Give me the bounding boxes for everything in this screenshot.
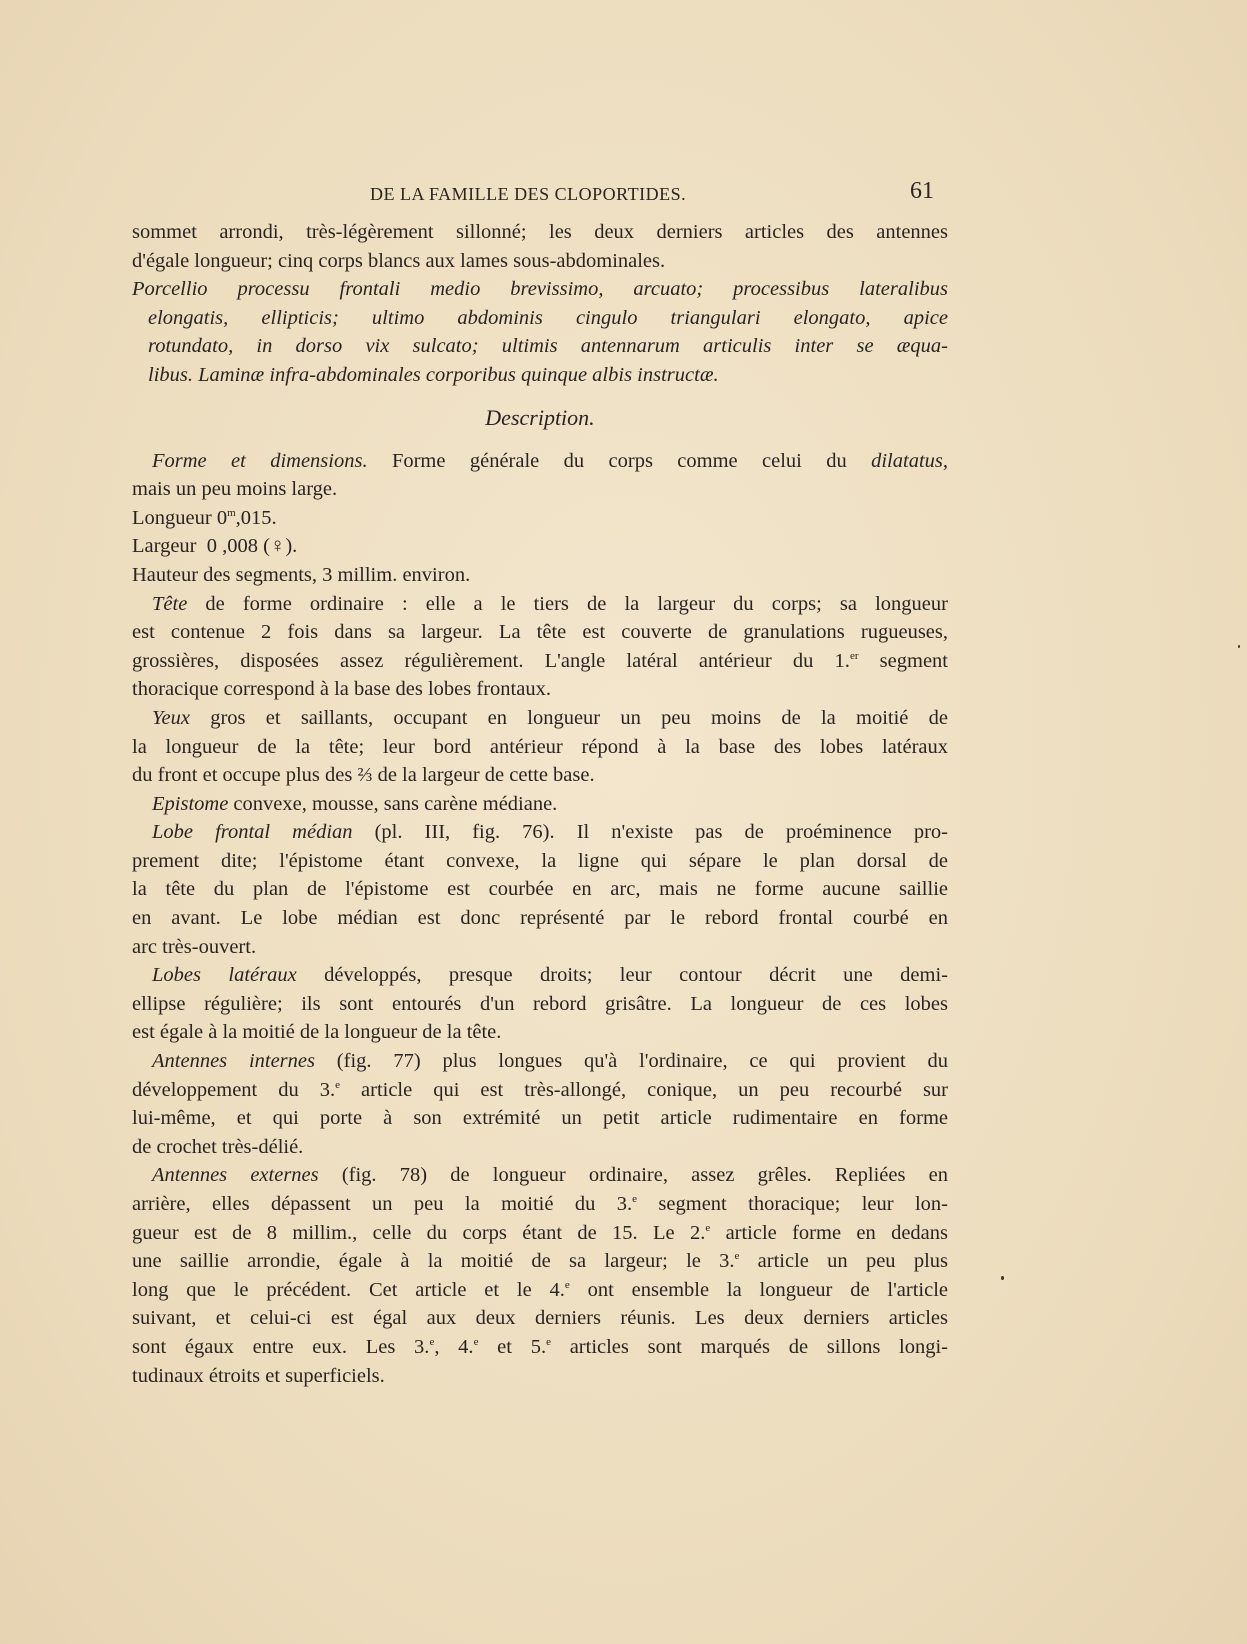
text-line: suivant, et celui-ci est égal aux deux derniers réunis. Les deux derniers articles [132,1307,948,1330]
paragraph-forme [132,447,948,476]
text-line: arc très-ouvert. [132,935,257,958]
superscript: e [335,1078,341,1091]
text-line [132,1219,948,1248]
text-line [132,1190,948,1219]
paragraph-yeux [132,704,948,733]
text-span: Forme générale du corps comme celui du [367,449,872,472]
superscript: e [705,1221,711,1234]
print-speck [1238,645,1240,648]
text-span: , [942,449,948,472]
superscript: e [546,1335,551,1348]
text-line [132,1276,948,1305]
text-span: gros et saillants, occupant en longueur un peu moins de la moitié de [189,706,948,729]
superscript: e [632,1193,638,1205]
superscript: e [734,1250,740,1263]
text-span: ,015. [235,506,277,529]
text-line: la tête du plan de l'épistome est courbée en arc, mais ne forme aucune saillie [132,878,948,901]
paragraph-label: Epistome [152,792,229,815]
text-span: grossières, disposées assez régulièrement. L'angle latéral antérieur du 1. [132,649,850,672]
text-span: article forme en dedans [710,1221,948,1244]
paragraph-antennes-internes [132,1047,948,1076]
superscript: er [849,649,859,662]
text-span: , 4. [434,1335,474,1358]
paragraph-tete [132,590,948,619]
text-line [132,1247,948,1276]
text-span: arrière, elles dépassent un peu la moitié du 3. [132,1193,633,1215]
paragraph-label: Lobes latéraux [152,964,297,987]
text-span: Longueur 0 [132,506,228,529]
paragraph-label: Forme et dimensions. [152,449,368,472]
text-span: développement du 3. [132,1078,336,1101]
paragraph-label: Tête [152,592,188,615]
text-line: rotundato, in dorso vix sulcato; ultimis antennarum articulis inter se æqua- [148,335,948,358]
text-span: article qui est très-allongé, conique, un peu recourbé sur [340,1078,948,1101]
text-line: Porcellio processu frontali medio brevissimo, arcuato; processibus lateralibus [132,278,948,301]
text-span: long que le précédent. Cet article et le 4. [132,1278,565,1301]
running-head: DE LA FAMILLE DES CLOPORTIDES. [370,184,687,204]
text-span: gueur est de 8 millim., celle du corps étant de 15. Le 2. [132,1221,706,1244]
page-number: 61 [910,178,934,204]
text-span: (fig. 78) de longueur ordinaire, assez grêles. Repliées en [318,1164,948,1187]
text-line: mais un peu moins large. [132,478,338,501]
text-line [132,647,948,676]
text-span: (fig. 77) plus longues qu'à l'ordinaire, ce qui provient du [315,1050,948,1073]
text-span: développés, presque droits; leur contour décrit une demi- [296,964,949,987]
text-span: segment [858,649,948,672]
text-line [132,761,948,790]
text-span: segment thoracique; leur lon- [637,1193,949,1215]
text-span: ont ensemble la longueur de l'article [569,1278,948,1301]
text-span: de la largeur de cette base. [372,764,595,787]
text-line: Hauteur des segments, 3 millim. environ. [132,563,471,586]
text-span: du front et occupe plus des [132,764,358,787]
fraction: ⅔ [357,764,373,787]
description-block [132,390,948,447]
text-span: convexe, mousse, sans carène médiane. [228,792,558,815]
text-line: ellipse régulière; ils sont entourés d'un rebord grisâtre. La longueur de ces lobes [132,992,948,1015]
text-span: article un peu plus [739,1250,948,1273]
paragraph-antennes-externes [132,1161,948,1190]
italic-term: dilatatus [871,449,943,472]
superscript: e [429,1335,435,1348]
text-line: est égale à la moitié de la longueur de la tête. [132,1021,502,1044]
text-line: d'égale longueur; cinq corps blancs aux lames sous-abdominales. [132,249,666,272]
text-line: thoracique correspond à la base des lobes frontaux. [132,678,551,701]
page-body [132,218,948,1390]
superscript: m [227,506,236,519]
text-line: sommet arrondi, très-légèrement sillonné; les deux derniers articles des antennes [132,221,948,243]
paragraph-lobe-frontal [132,818,948,847]
text-span: de forme ordinaire : elle a le tiers de la largeur du corps; sa longueur [187,592,948,615]
text-span: articles sont marqués de sillons longi- [550,1335,949,1358]
text-line: la longueur de la tête; leur bord antérieur répond à la base des lobes latéraux [132,735,948,758]
text-line: elongatis, ellipticis; ultimo abdominis cingulo triangulari elongato, apice [148,306,948,329]
text-line: tudinaux étroits et superficiels. [132,1364,385,1387]
text-line [132,504,948,533]
text-span: (pl. III, fig. 76). Il n'existe pas de proéminence pro- [352,821,948,844]
text-span: une saillie arrondie, égale à la moitié de sa largeur; le 3. [132,1250,735,1273]
paragraph-lobes-lateraux [132,961,948,990]
text-line: de crochet très-délié. [132,1135,304,1158]
paragraph-label: Yeux [152,706,190,729]
text-line: prement dite; l'épistome étant convexe, la ligne qui sépare le plan dorsal de [132,849,948,872]
text-line: lui-même, et qui porte à son extrémité un petit article rudimentaire en forme [132,1107,948,1130]
text-line: en avant. Le lobe médian est donc représenté par le rebord frontal courbé en [132,907,948,930]
print-speck [1001,1276,1004,1280]
text-line: Largeur 0 ,008 (♀). [132,535,298,558]
text-span: et 5. [478,1335,547,1358]
text-span: sont égaux entre eux. Les 3. [132,1335,430,1358]
text-line: libus. Laminæ infra-abdominales corporibus quinque albis instructæ. [148,363,719,386]
text-line [132,1333,948,1362]
superscript: e [564,1278,570,1291]
section-heading: Description. [485,404,595,430]
latin-diagnosis [132,275,948,389]
text-line: est contenue 2 fois dans sa largeur. La tête est couverte de granulations rugueuses, [132,621,948,644]
superscript: e [473,1335,479,1348]
paragraph-label: Lobe frontal médian [152,821,353,844]
paragraph-label: Antennes internes [152,1050,315,1073]
text-line [132,1076,948,1105]
paragraph-epistome [132,790,948,819]
paragraph-label: Antennes externes [152,1164,319,1187]
